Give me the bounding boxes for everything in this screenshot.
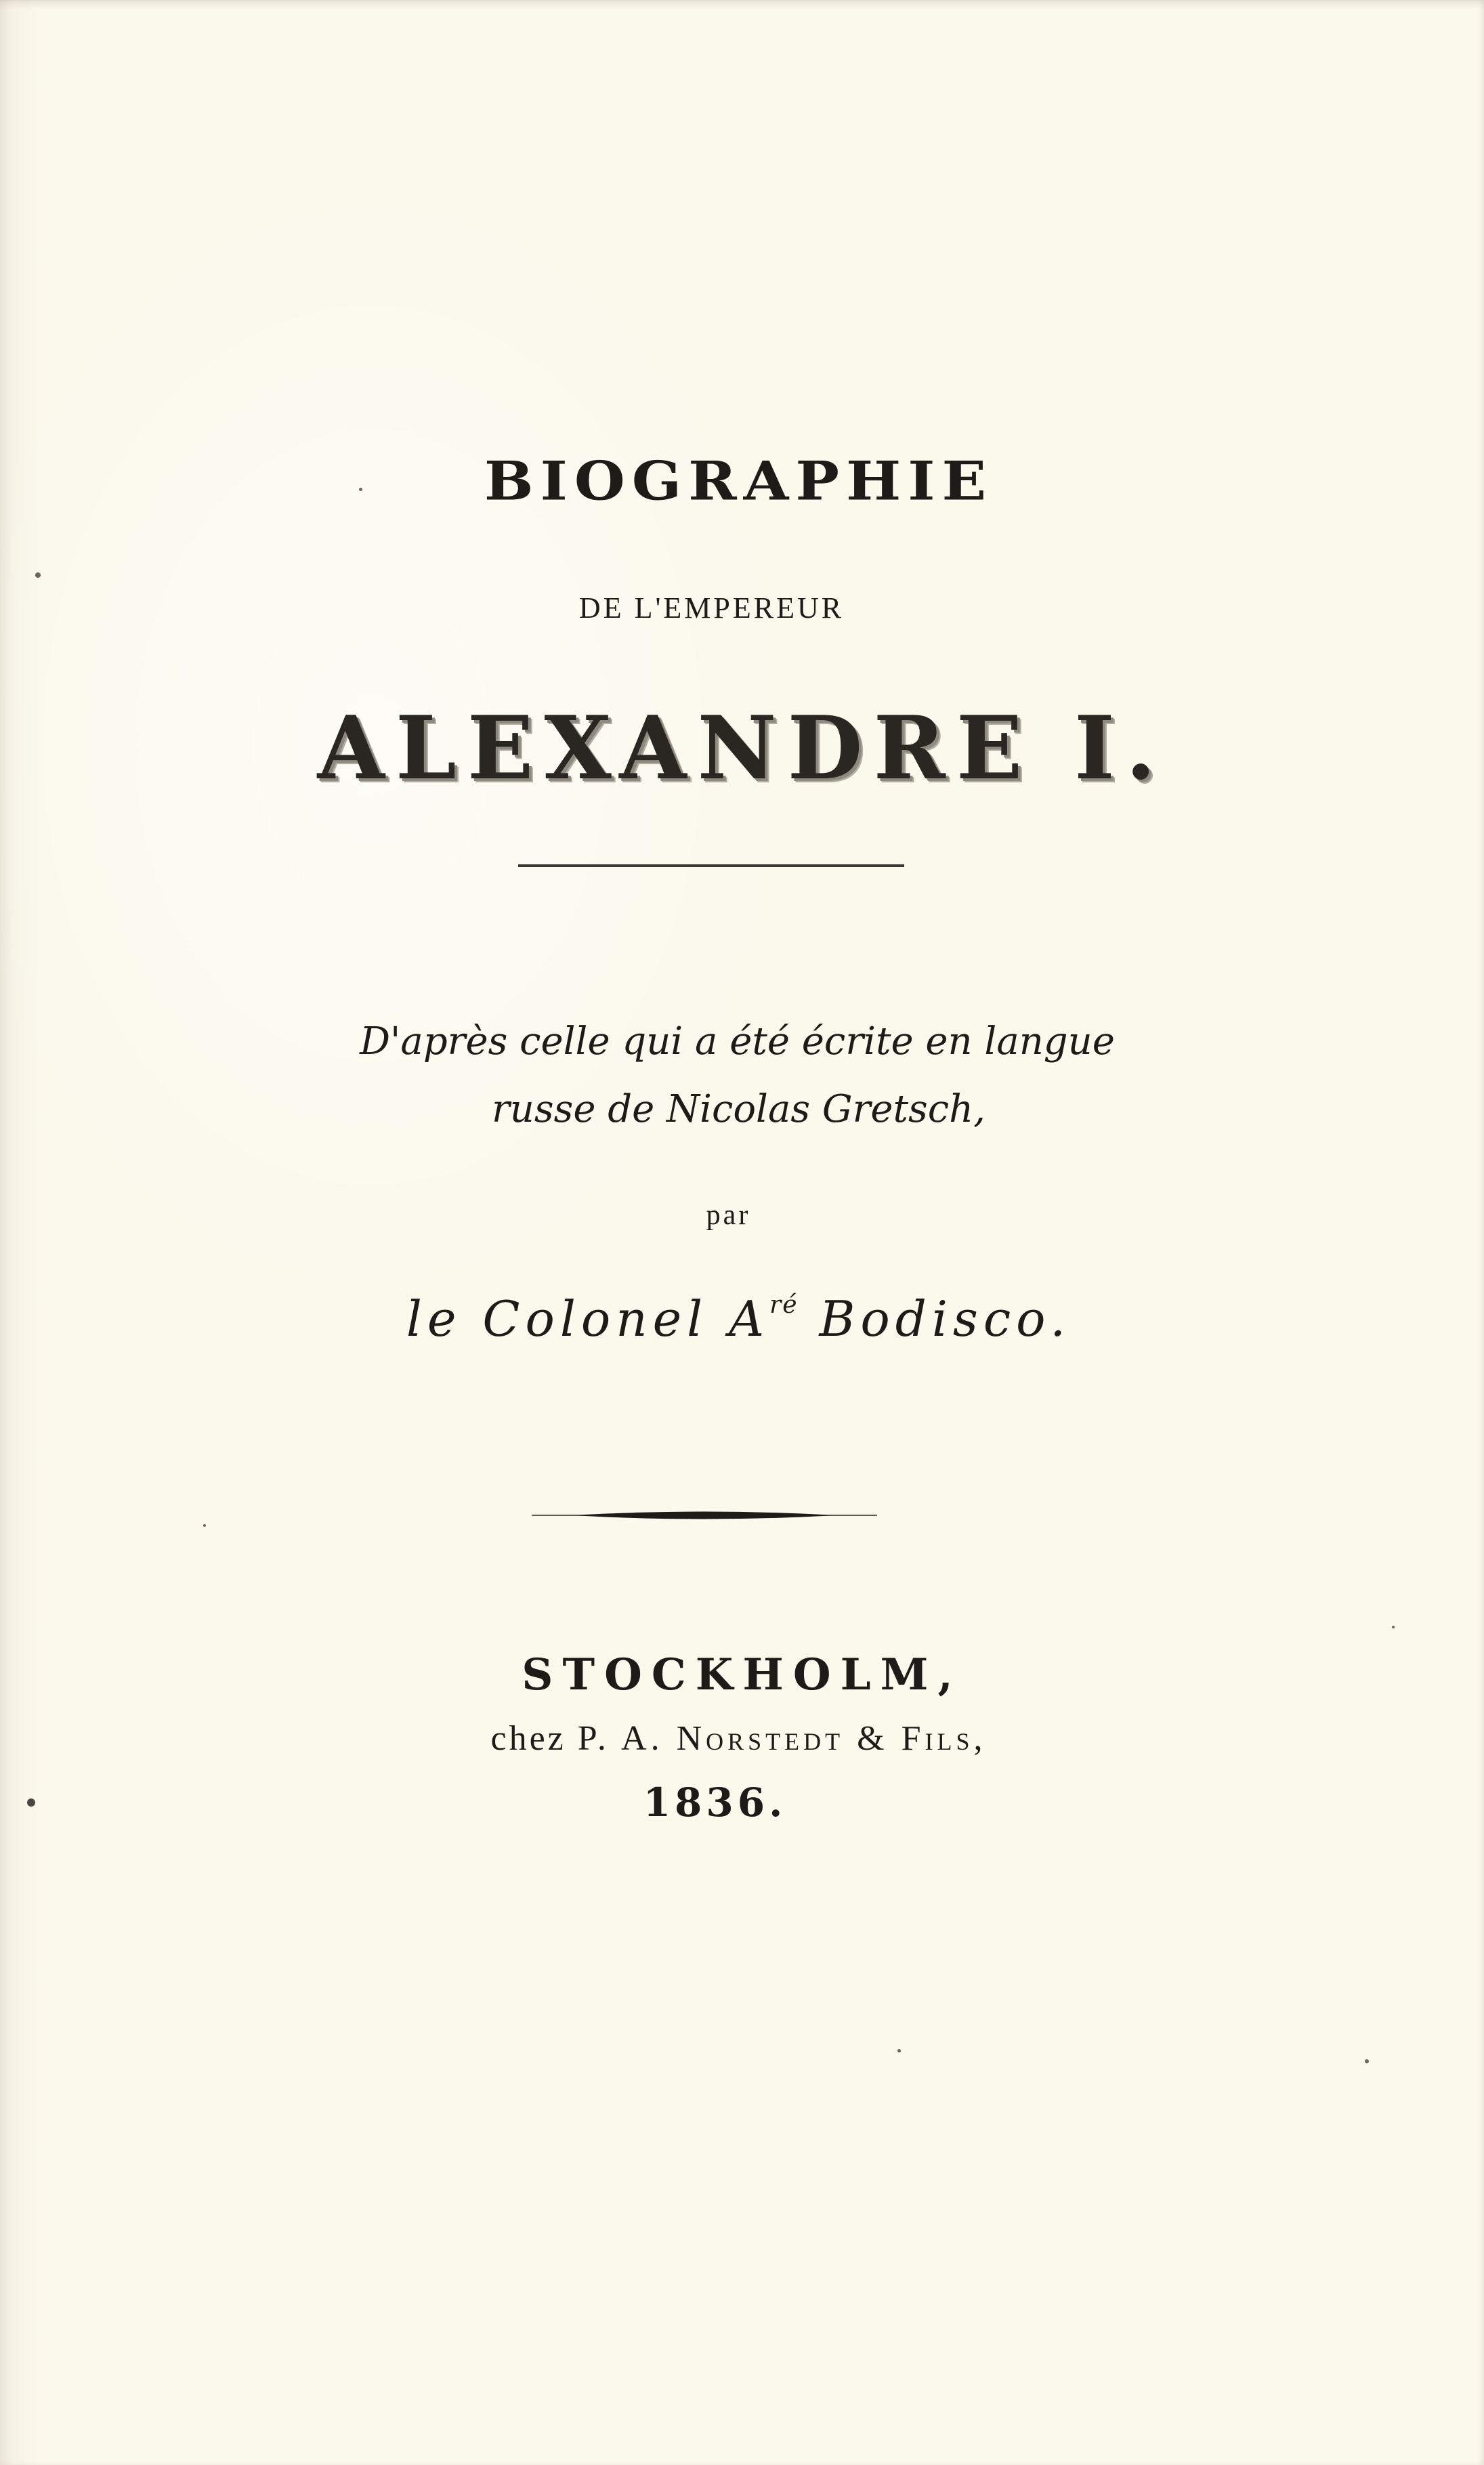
author-prefix: le Colonel A [406,1290,770,1347]
book-title: BIOGRAPHIE [484,450,994,513]
publisher-prefix: chez [490,1719,578,1758]
publication-year: 1836. [643,1779,787,1826]
paper-speck [203,1524,206,1527]
by-line: par [706,1200,751,1231]
paper-speck [35,572,41,578]
author-superscript: ré [769,1291,799,1319]
author-surname: Bodisco. [798,1290,1072,1347]
emperor-name: ALEXANDRE I. [317,698,1167,799]
paper-speck [359,488,362,491]
description-line-1: D'après celle qui a été écrite en langue [360,1019,1115,1063]
paper-speck [1365,2059,1369,2063]
author-line [0,1290,1481,1347]
publication-place: STOCKHOLM, [522,1649,962,1700]
publisher-name: P. A. Norstedt & Fils, [577,1719,987,1758]
ornamental-rule [532,1511,877,1520]
paper-speck [897,2049,901,2052]
divider-rule [518,864,904,867]
description-line-2: russe de Nicolas Gretsch, [492,1087,985,1131]
publisher-line [0,1719,1481,1758]
paper-speck [27,1798,35,1807]
paper-speck [1392,1626,1395,1628]
book-subtitle: DE L'EMPEREUR [578,591,845,625]
